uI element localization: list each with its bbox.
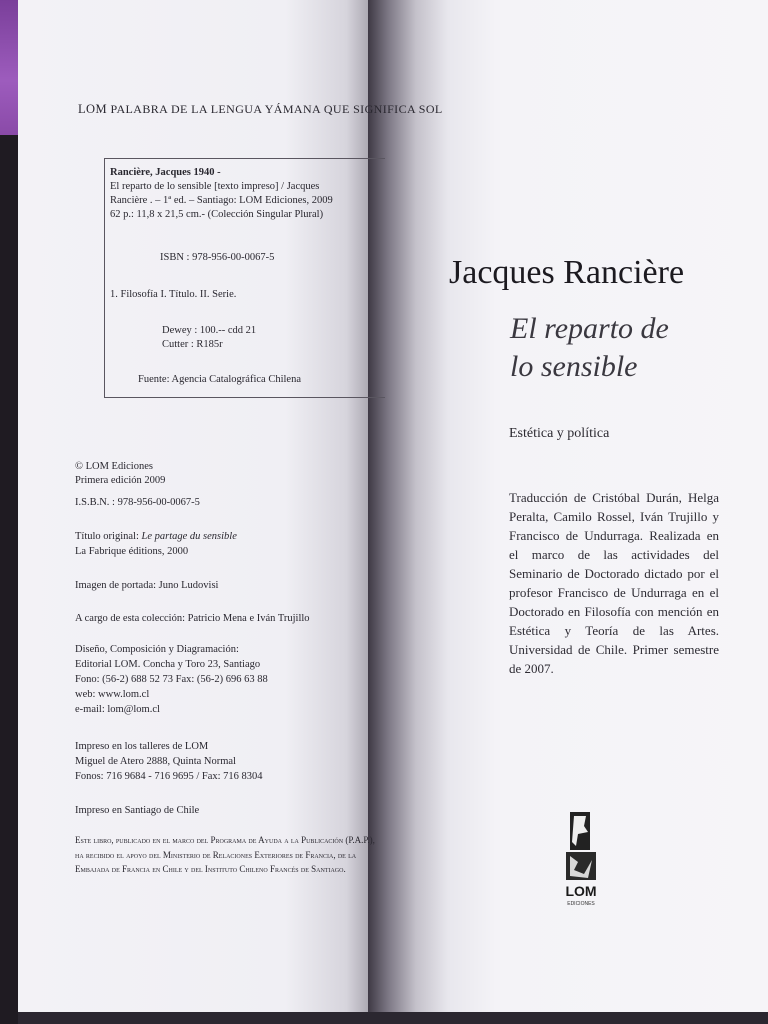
- svg-text:LOM: LOM: [565, 883, 597, 899]
- publisher-header: LOM PALABRA DE LA LENGUA YÁMANA QUE SIGNIFICA SOL: [78, 102, 443, 116]
- book-subtitle: Estética y política: [509, 426, 610, 441]
- original-title: Título original: Le partage du sensible: [75, 531, 237, 542]
- catalog-physical: 62 p.: 11,8 x 21,5 cm.- (Colección Singular Plural): [110, 209, 324, 220]
- collection-editors: A cargo de esta colección: Patricio Mena e Iván Trujillo: [75, 613, 310, 624]
- edition: Primera edición 2009: [75, 475, 166, 486]
- catalog-author: Rancière, Jacques 1940 -: [110, 167, 221, 178]
- catalog-dewey: Dewey : 100.-- cdd 21: [162, 325, 257, 336]
- catalog-title: El reparto de lo sensible [texto impreso] / Jacques: [110, 181, 320, 192]
- printer-phones: Fonos: 716 9684 - 716 9695 / Fax: 716 8304: [75, 771, 263, 782]
- website: web: www.lom.cl: [75, 689, 150, 700]
- bottom-edge: [18, 1012, 768, 1024]
- book-title-line2: lo sensible: [510, 350, 638, 383]
- printer-address: Miguel de Atero 2888, Quinta Normal: [75, 756, 236, 767]
- catalog-isbn: ISBN : 978-956-00-0067-5: [160, 252, 275, 263]
- design-address: Editorial LOM. Concha y Toro 23, Santiago: [75, 659, 261, 670]
- original-publisher: La Fabrique éditions, 2000: [75, 546, 189, 557]
- printer: Impreso en los talleres de LOM: [75, 741, 209, 752]
- copyright: © LOM Ediciones: [75, 461, 153, 472]
- lom-logo: [564, 812, 600, 908]
- catalog-source: Fuente: Agencia Catalográfica Chilena: [138, 374, 301, 385]
- isbn: I.S.B.N. : 978-956-00-0067-5: [75, 497, 200, 508]
- catalog-cutter: Cutter : R185r: [162, 339, 223, 350]
- design-phone: Fono: (56-2) 688 52 73 Fax: (56-2) 696 63 88: [75, 674, 268, 685]
- svg-text:EDICIONES: EDICIONES: [567, 901, 595, 907]
- book-title-line1: El reparto de: [510, 312, 669, 345]
- catalog-subjects: 1. Filosofía I. Título. II. Serie.: [110, 289, 237, 300]
- author-name: Jacques Rancière: [449, 254, 685, 291]
- printed-in: Impreso en Santiago de Chile: [75, 805, 200, 816]
- translation-note: Traducción de Cristóbal Durán, Helga Peralta, Camilo Rossel, Iván Trujillo y Francisco de Undurraga. Realizada en el marco de las actividades del Seminario de Doctorado dictado por el profesor Francisco de Undurraga en el Doctorado en Filosofía con mención en Estética y Teoría de las Artes. Universidad de Chile. Primer semestre de 2007.: [509, 490, 719, 676]
- catalog-edition: Rancière . – 1ª ed. – Santiago: LOM Ediciones, 2009: [110, 195, 333, 206]
- background-edge: [0, 135, 20, 1024]
- cover-image-credit: Imagen de portada: Juno Ludovisi: [75, 580, 219, 591]
- support-note: Este libro, publicado en el marco del Programa de Ayuda a la Publicación (P.A.P.), ha recibido el apoyo del Ministerio de Relaciones Exteriores de Francia, de la Embajada de Francia en Chile y del Instituto Chileno Francés de Santiago.: [75, 835, 375, 874]
- email: e-mail: lom@lom.cl: [75, 704, 160, 715]
- design-credit: Diseño, Composición y Diagramación:: [75, 644, 239, 655]
